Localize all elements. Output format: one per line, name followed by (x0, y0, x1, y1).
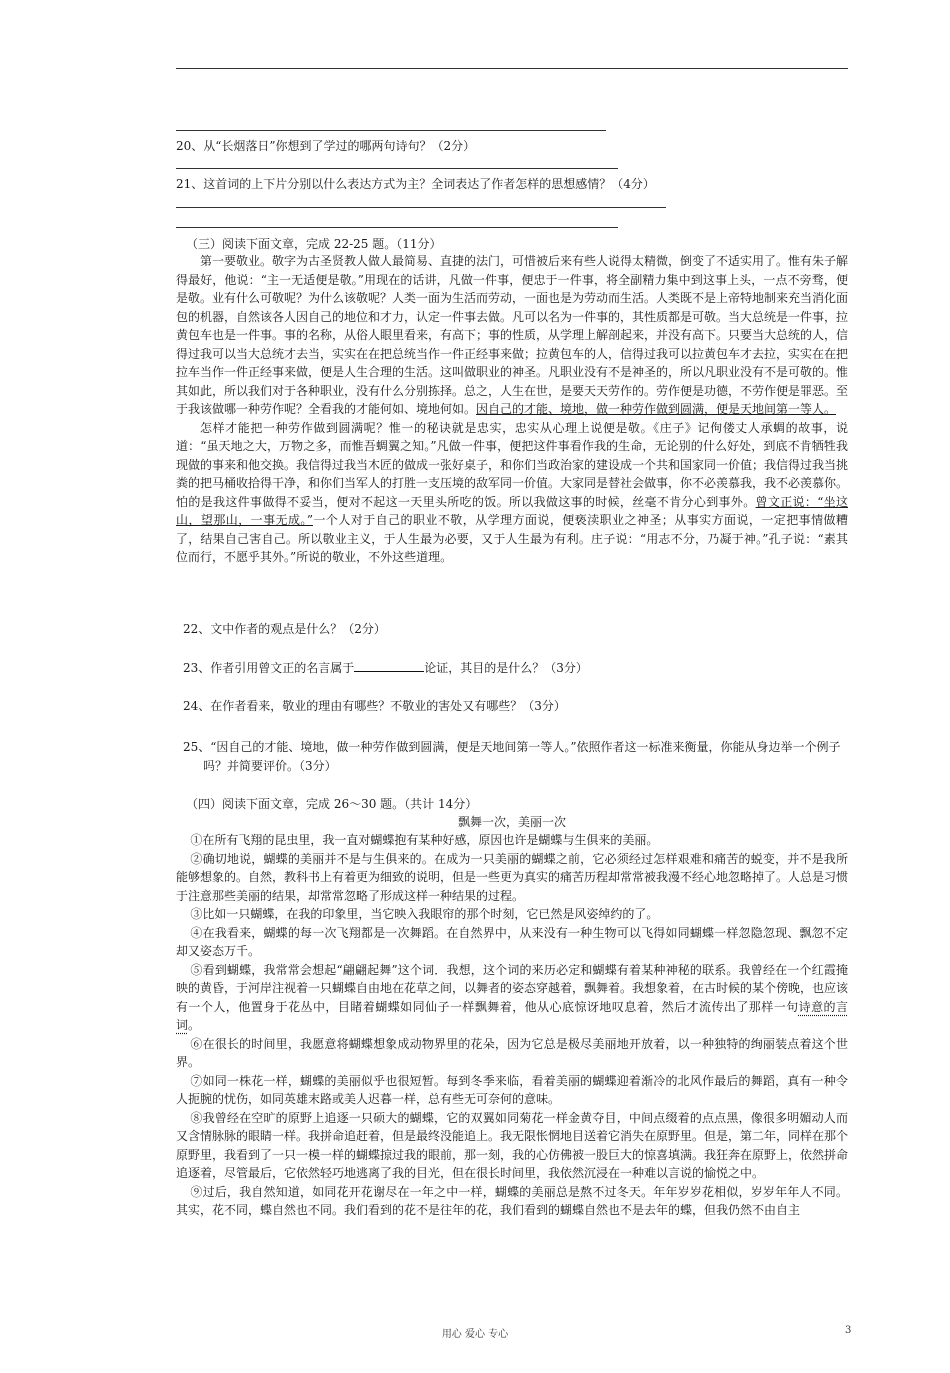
article-4-paragraph-2: ②确切地说，蝴蝶的美丽并不是与生俱来的。在成为一只美丽的蝴蝶之前，它必须经过怎样艰难和痛苦的蜕变，并不是我所能够想象的。自然，教科书上有着更为细致的说明，但是一些更为真实的痛苦历程却常常被我漫不经心地忽略掉了。人总是习惯于注意那些美丽的结果，却常常忽略了形成这样一种结果的过程。 (176, 851, 849, 903)
article-4-title: 飘舞一次，美丽一次 (457, 815, 566, 829)
answer-line (176, 227, 618, 228)
fill-in-blank[interactable] (354, 660, 424, 672)
article-3 (176, 252, 848, 567)
section-3-header: （三）阅读下面文章，完成 22-25 题。（11分） (186, 237, 442, 251)
dotted-phrase: 诗意的言词 (176, 999, 848, 1032)
page-footer: 用心 爱心 专心 (441, 1329, 509, 1340)
article-4-paragraph-6: ⑥在很长的时间里，我愿意将蝴蝶想象成动物界里的花朵，因为它总是极尽美丽地开放着，以一种独特的绚丽装点着这个世界。 (176, 1036, 848, 1069)
question-20: 20、从“长烟落日”你想到了学过的哪两句诗句？（2分） (176, 139, 476, 153)
underlined-quote: 因自己的才能、境地，做一种劳作做到圆满，便是天地间第一等人。 (476, 402, 837, 416)
question-24: 24、在作者看来，敬业的理由有哪些？不敬业的害处又有哪些？（3分） (183, 699, 566, 713)
article-4-paragraph-3: ③比如一只蝴蝶，在我的印象里，当它映入我眼帘的那个时刻，它已然是风姿绰约的了。 (190, 907, 659, 921)
answer-line (176, 207, 666, 208)
question-25: 25、“因自己的才能、境地，做一种劳作做到圆满，便是天地间第一等人。”依照作者这一标准来衡量，你能从身边举一个例子吗？并简要评价。（3分） (183, 740, 841, 773)
article-3-paragraph-1: 第一要敬业。敬字为古圣贤教人做人最简易、直捷的法门，可惜被后来有些人说得太精微，倒变了不适实用了。惟有朱子解得最好，他说：“主一无适便是敬。”用现在的话讲，凡做一件事，便忠于一件事，将全副精力集中到这事上头，一点不旁骛，便是敬。业有什么可敬呢？为什么该敬呢？人类一面为生活而劳动，一面也是为劳动而生活。人类既不是上帝特地制来充当消化面包的机器，自然该各人因自己的地位和才力，认定一件事去做。凡可以名为一件事的，其性质都是可敬。当大总统是一件事，拉黄包车也是一件事。事的名称，从俗人眼里看来，有高下；事的性质，从学理上解剖起来，并没有高下。只要当大总统的人，信得过我可以当大总统才去当，实实在在把总统当作一件正经事来做；拉黄包车的人，信得过我可以拉黄包车才去拉，实实在在把拉车当作一件正经事来做，便是人生合理的生活。这叫做职业的神圣。凡职业没有不是神圣的，所以凡职业没有不是可敬的。惟其如此，所以我们对于各种职业，没有什么分别拣择。总之，人生在世，是要天天劳作的。劳作便是功德，不劳作便是罪恶。至于我该做哪一种劳作呢？全看我的才能何如、境地何如。因自己的才能、境地，做一种劳作做到圆满，便是天地间第一等人。 (176, 254, 849, 416)
article-3-paragraph-2: 怎样才能把一种劳作做到圆满呢？惟一的秘诀就是忠实，忠实从心理上说便是敬。《庄子》记佝偻丈人承蜩的故事，说道：“虽天地之大，万物之多，而惟吾蜩翼之知。”凡做一件事，便把这件事看作我的生命，无论别的什么好处，到底不肯牺牲我现做的事来和他交换。我信得过我当木匠的做成一张好桌子，和你们当政治家的建设成一个共和国家同一价值；我信得过我当挑粪的把马桶收拾得干净，和你们当军人的打胜一支压境的敌军同一价值。大家同是替社会做事，你不必羡慕我，我不必羡慕你。怕的是我这件事做得不妥当，便对不起这一天里头所吃的饭。所以我做这事的时候，丝毫不肯分心到事外。曾文正说：“坐这山，望那山，一事无成。”一个人对于自己的职业不敬，从学理方面说，便亵渎职业之神圣；从事实方面说，一定把事情做糟了，结果自己害自己。所以敬业主义，于人生最为必要，又于人生最为有利。庄子说：“用志不分，乃凝于神。”孔子说：“素其位而行，不愿乎其外。”所说的敬业，不外这些道理。 (176, 420, 849, 564)
article-4-paragraph-7: ⑦如同一株花一样，蝴蝶的美丽似乎也很短暂。每到冬季来临，看着美丽的蝴蝶迎着渐冷的北风作最后的舞蹈，真有一种令人扼腕的忧伤，如同英雄末路或美人迟暮一样，总有些无可奈何的意味。 (176, 1073, 848, 1106)
underlined-quote: 曾文正说：“坐这山，望那山，一事无成。” (176, 494, 848, 527)
article-4-paragraph-8: ⑧我曾经在空旷的原野上追逐一只硕大的蝴蝶，它的双翼如同菊花一样金黄夺目，中间点缀着的点点黑，像很多明媚动人而又含情脉脉的眼睛一样。我拼命追赶着，但是最终没能追上。我无限怅惘地目送着它消失在原野里。但是，第二年，同样在那个原野里，我看到了一只一模一样的蝴蝶掠过我的眼前，那一刻，我的心仿佛被一股巨大的惊喜填满。我狂奔在原野上，依然拼命追逐着，尽管最后，它依然轻巧地逃离了我的目光，但在很长时间里，我依然沉浸在一种难以言说的愉悦之中。 (176, 1110, 849, 1180)
question-21: 21、这首词的上下片分别以什么表达方式为主？全词表达了作者怎样的思想感情？（4分） (176, 177, 655, 191)
article-4-paragraph-1: ①在所有飞翔的昆虫里，我一直对蝴蝶抱有某种好感，原因也许是蝴蝶与生俱来的美丽。 (190, 833, 659, 847)
article-4 (176, 831, 848, 1220)
header-rule (176, 68, 848, 69)
question-23: 23、作者引用曾文正的名言属于 论证，其目的是什么？（3分） (183, 661, 588, 675)
page-number: 3 (845, 1325, 852, 1336)
answer-line (176, 130, 606, 131)
answer-line (176, 168, 618, 169)
section-4-header: （四）阅读下面文章，完成 26～30 题。（共计 14分） (186, 797, 478, 811)
article-4-paragraph-5: ⑤看到蝴蝶，我常常会想起“翩翩起舞”这个词．我想，这个词的来历必定和蝴蝶有着某种神秘的联系。我曾经在一个红霞掩映的黄昏，于河岸注视着一只蝴蝶自由地在花草之间，以舞者的姿态穿越着，飘舞着。我想象着，在古时候的某个傍晚，也应该有一个人，他置身于花丛中，目睹着蝴蝶如同仙子一样飘舞着，他从心底惊讶地叹息着，然后才流传出了那样一句诗意的言词。 (176, 962, 849, 1032)
article-4-paragraph-4: ④在我看来，蝴蝶的每一次飞翔都是一次舞蹈。在自然界中，从来没有一种生物可以飞得如同蝴蝶一样忽隐忽现、飘忽不定却又姿态万千。 (176, 925, 848, 958)
article-4-paragraph-9: ⑨过后，我自然知道，如同花开花谢尽在一年之中一样，蝴蝶的美丽总是熬不过冬天。年年岁岁花相似，岁岁年年人不同。其实，花不同，蝶自然也不同。我们看到的花不是往年的花，我们看到的蝴蝶自然也不是去年的蝶，但我仍然不由自主 (176, 1184, 848, 1217)
question-22: 22、文中作者的观点是什么？（2分） (183, 622, 386, 636)
